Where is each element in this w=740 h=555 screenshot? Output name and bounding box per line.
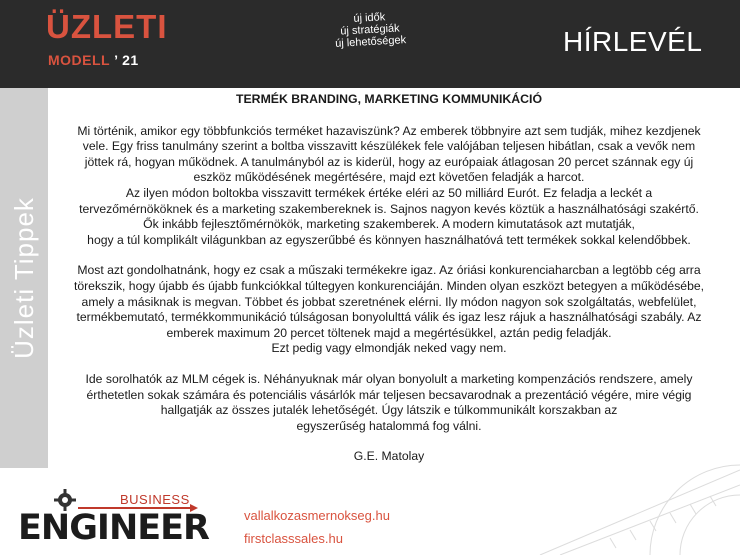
text-line: tervezőmérnököknek és a marketing szakembereknek is. Sajnos nagyon kevés köztük a használhatósági szakértő. <box>79 201 699 216</box>
link-firstclasssales[interactable]: firstclasssales.hu <box>244 531 343 546</box>
brand-title: ÜZLETI <box>46 8 168 45</box>
text-line: Ők inkább fejlesztőmérnökök, marketing szakemberek. A modern kimutatások azt mutatják, <box>143 217 635 232</box>
text-line: törekszik, hogy újabb és újabb funkciókkal túltegyen konkurenciáján. Minden olyan eszközt betegyen a működésébe, <box>73 278 705 293</box>
tagline-line: új lehetőségek <box>334 34 407 50</box>
brand-model: MODELL <box>48 52 111 68</box>
paragraph-2 <box>48 263 730 357</box>
text-line: érthetetlen sokak számára és potenciális vásárlók már teljesen becsavarodnak a prezentáció végére, mire végig <box>86 387 692 402</box>
header-bar <box>0 0 740 88</box>
tagline-line: új idők <box>353 11 386 25</box>
text-line: Ide sorolhatók az MLM cégek is. Néhányuknak már olyan bonyolult a marketing kompenzációs rendszere, amely <box>85 371 693 386</box>
newsletter-label: HÍRLEVÉL <box>563 26 703 57</box>
text-line: Ezt pedig vagy elmondják neked vagy nem. <box>271 341 507 356</box>
article <box>48 92 730 465</box>
brand-year: ’ 21 <box>114 52 139 68</box>
text-line: jöttek rá, hogyan működnek. A tanulmányból az is kiderül, hogy az európaiak átlagosan 20 percet szánnak egy új <box>84 154 694 169</box>
text-line: egyszerűség hatalommá fog válni. <box>296 418 482 433</box>
text-line: eszköz működésének megértésére, majd ezt követően feladják a harcot. <box>193 170 585 185</box>
text-line: amely a másiknak is megvan. Többet és jobbat szeretnének elérni. Ily módon nagyon sok szolgáltatás, webfelület, <box>81 294 697 309</box>
sidebar-band <box>0 88 48 468</box>
article-title: TERMÉK BRANDING, MARKETING KOMMUNIKÁCIÓ <box>235 92 543 106</box>
text-line: termékbemutató, termékkommunikáció túlságosan bonyolulttá válik és igaz lesz rájuk a használhatósági szabály. Az <box>76 310 702 325</box>
business-engineer-logo <box>0 486 210 555</box>
text-line: vele. Egy friss tanulmány szerint a boltba visszavitt készülékek fele valójában teljesen hibátlan, csak a vevők nem <box>82 139 696 154</box>
tagline <box>319 9 421 50</box>
sidebar-label: Üzleti Tippek <box>9 197 39 359</box>
logo-business: BUSINESS <box>120 492 190 507</box>
ruler-watermark-icon <box>500 450 740 555</box>
text-line: hallgatják az összes jutalék lehetőségét. Úgy látszik e túlkommunikált korszakban az <box>160 403 618 418</box>
link-vallalkozasmernokseg[interactable]: vallalkozasmernokseg.hu <box>244 508 390 523</box>
text-line: Most azt gondolhatnánk, hogy ez csak a műszaki termékekre igaz. Az óriási konkurenciaharcban a legtöbb cég arra <box>77 263 701 278</box>
logo-engineer: ENGINEER <box>18 508 210 548</box>
paragraph-3 <box>48 372 730 434</box>
text-line: Az ilyen módon boltokba visszavitt termékek értéke eléri az 50 milliárd Eurót. Ez feladja a leckét a <box>125 185 653 200</box>
brand-subtitle <box>48 52 139 68</box>
text-line: Mi történik, amikor egy többfunkciós terméket hazaviszünk? Az emberek többnyire azt sem tudják, mihez kezdjenek <box>77 123 701 138</box>
text-line: hogy a túl komplikált világunkban az egyszerűbbé és könnyen használhatóvá tett termékek sokkal kelendőbbek. <box>87 232 691 247</box>
text-line: emberek maximum 20 percet töltenek majd a megértésükkel, aztán pedig feladják. <box>166 325 612 340</box>
paragraph-1 <box>48 124 730 249</box>
footer-links <box>244 508 390 554</box>
author: G.E. Matolay <box>353 449 425 464</box>
tagline-line: új stratégiák <box>340 22 400 38</box>
